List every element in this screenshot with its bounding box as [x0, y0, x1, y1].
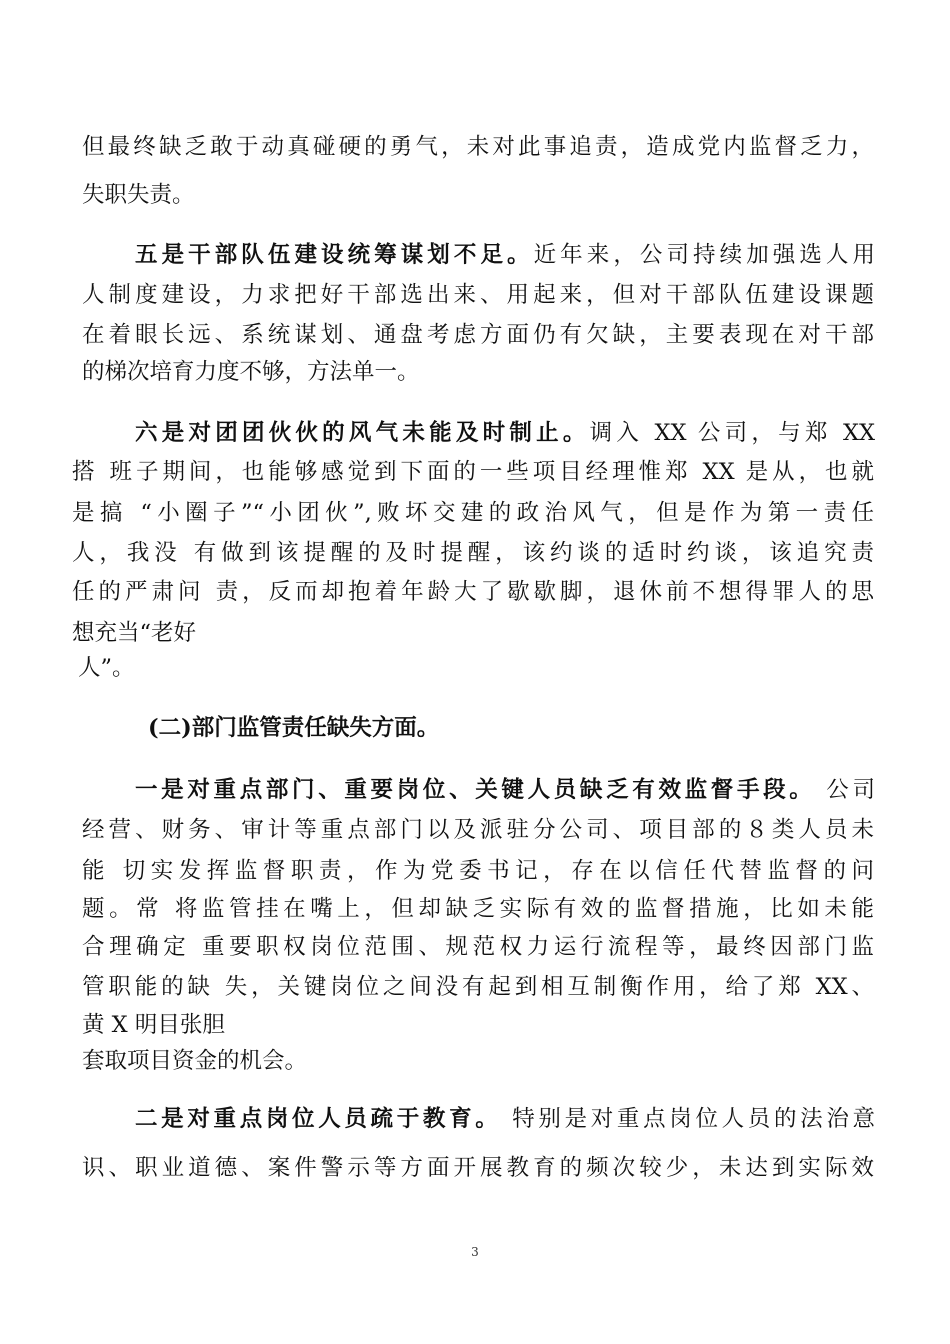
- text-line-21: 黄 X 明目张胆: [82, 1012, 225, 1038]
- text-line-6: 的梯次培育力度不够，方法单一。: [82, 359, 420, 385]
- section-heading: (二)部门监管责任缺失方面。: [148, 715, 440, 741]
- text-line-2: 失职失责。: [82, 182, 195, 208]
- paragraph-heading-6: 六是对团团伙伙的风气未能及时制止。调入 XX 公司，与郑 XX: [135, 420, 875, 446]
- text-line-13: 人”。: [78, 655, 135, 681]
- text-line-19: 合理确定 重要职权岗位范围、规范权力运行流程等，最终因部门监: [82, 934, 874, 960]
- page-number: 3: [471, 1245, 479, 1259]
- text-line-17: 能 切实发挥监督职责，作为党委书记，存在以信任代替监督的问: [82, 858, 874, 884]
- text-line-22: 套取项目资金的机会。: [82, 1048, 308, 1074]
- text-line-11: 任的严肃问 责，反而却抱着年龄大了歇歇脚，退休前不想得罪人的思: [72, 579, 874, 605]
- text-line-10: 人，我没 有做到该提醒的及时提醒，该约谈的适时约谈，该追究责: [72, 540, 874, 566]
- text-line-9: 是搞 “小圈子”“小团伙”,败坏交建的政治风气，但是作为第一责任: [72, 500, 874, 526]
- text-line-8: 搭 班子期间，也能够感觉到下面的一些项目经理惟郑 XX 是从，也就: [72, 459, 874, 485]
- text-line-12: 想充当“老好: [72, 620, 197, 646]
- paragraph-heading-1: 一是对重点部门、重要岗位、关键人员缺乏有效监督手段。 公司: [135, 777, 875, 803]
- text-line-5: 在着眼长远、系统谋划、通盘考虑方面仍有欠缺，主要表现在对干部: [82, 322, 874, 348]
- paragraph-heading-2: 二是对重点岗位人员疏于教育。 特别是对重点岗位人员的法治意: [135, 1106, 875, 1132]
- text-line-1: 但最终缺乏敢于动真碰硬的勇气，未对此事追责，造成党内监督乏力，: [82, 134, 874, 160]
- text-line-4: 人制度建设，力求把好干部选出来、用起来，但对干部队伍建设课题: [82, 282, 874, 308]
- text-line-20: 管职能的缺 失，关键岗位之间没有起到相互制衡作用，给了郑 XX、: [82, 974, 874, 1000]
- text-line-16: 经营、财务、审计等重点部门以及派驻分公司、项目部的８类人员未: [82, 817, 874, 843]
- paragraph-heading-5: 五是干部队伍建设统筹谋划不足。近年来，公司持续加强选人用: [135, 242, 875, 268]
- text-line-18: 题。常 将监管挂在嘴上，但却缺乏实际有效的监督措施，比如未能: [82, 896, 874, 922]
- text-line-24: 识、职业道德、案件警示等方面开展教育的频次较少，未达到实际效: [82, 1155, 874, 1181]
